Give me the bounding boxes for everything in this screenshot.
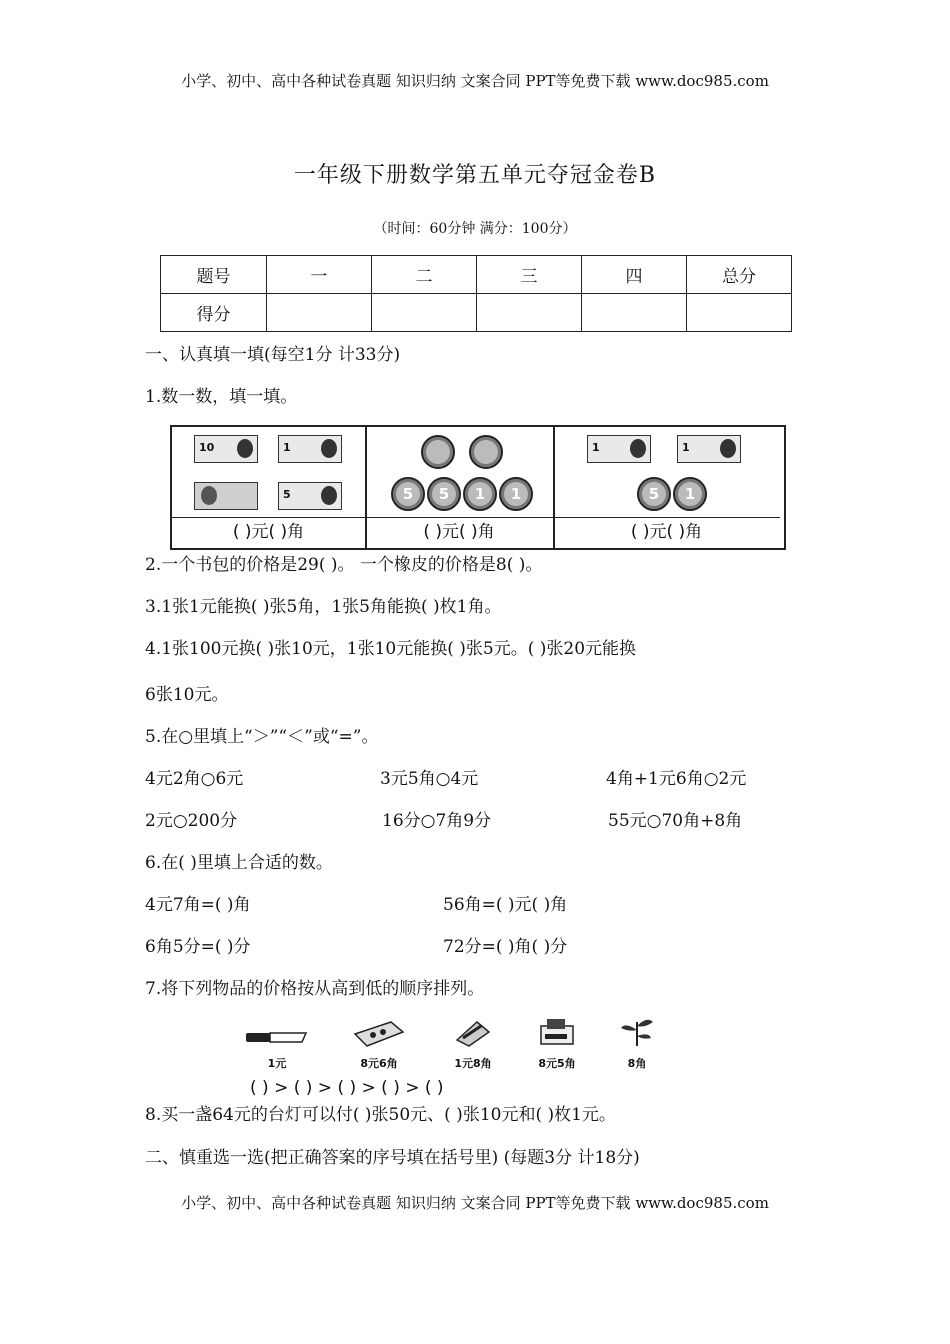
- price-label: 1元8角: [454, 1057, 492, 1070]
- score-table-header-row: [161, 256, 792, 294]
- table-cell: 得分: [161, 294, 267, 332]
- price-label: 1元: [267, 1057, 287, 1070]
- coin-image: 5: [637, 477, 671, 511]
- question-6: 6.在( )里填上合适的数。: [145, 853, 333, 873]
- compare-item: 4角+1元6角○2元: [606, 769, 747, 789]
- question-4: 4.1张100元换( )张10元，1张10元能换( )张5元。( )张20元能换: [145, 639, 637, 659]
- banknote-image: 1: [278, 435, 342, 463]
- order-answer-line[interactable]: ( ) > ( ) > ( ) > ( ) > ( ): [250, 1078, 444, 1098]
- money-answer-1[interactable]: ( )元( )角: [172, 517, 365, 548]
- fill-item: 6角5分=( )分: [145, 937, 251, 957]
- fill-item: 56角=( )元( )角: [443, 895, 568, 915]
- compare-item: 2元○200分: [145, 811, 238, 831]
- score-input-cell[interactable]: [477, 294, 582, 332]
- toy-box-icon: [535, 1016, 579, 1048]
- score-input-cell[interactable]: [687, 294, 792, 332]
- coin-image: 1: [499, 477, 533, 511]
- item-toy-car: [520, 1016, 594, 1071]
- question-4-continued: 6张10元。: [145, 685, 229, 705]
- compare-item: 3元5角○4元: [380, 769, 479, 789]
- coin-image: 5: [391, 477, 425, 511]
- compare-item: 16分○7角9分: [382, 811, 492, 831]
- score-table: [160, 255, 792, 332]
- section-heading: 二、慎重选一选(把正确答案的序号填在括号里) (每题3分 计18分): [145, 1148, 640, 1168]
- item-pencil-case: [342, 1020, 416, 1071]
- question-2: 2.一个书包的价格是29( )。 一个橡皮的价格是8( )。: [145, 555, 543, 575]
- table-cell: 一: [267, 256, 372, 294]
- banknote-image: 1: [677, 435, 741, 463]
- item-knife: [240, 1026, 314, 1071]
- price-label: 8元6角: [360, 1057, 398, 1070]
- item-plant: [600, 1014, 674, 1071]
- pencil-case-icon: [351, 1020, 407, 1048]
- fill-item: 72分=( )角( )分: [443, 937, 568, 957]
- score-table-score-row: [161, 294, 792, 332]
- coin-image: 1: [463, 477, 497, 511]
- money-figure: [170, 425, 786, 550]
- table-cell: 总分: [687, 256, 792, 294]
- table-cell: 题号: [161, 256, 267, 294]
- money-group-3: [553, 427, 780, 548]
- knife-icon: [244, 1026, 310, 1048]
- page-title: 一年级下册数学第五单元夺冠金卷B: [293, 163, 657, 188]
- coin-image: [421, 435, 455, 469]
- sharpener-icon: [451, 1018, 495, 1048]
- question-5: 5.在○里填上“＞”“＜”或“=”。: [145, 727, 379, 747]
- question-3: 3.1张1元能换( )张5角，1张5角能换( )枚1角。: [145, 597, 502, 617]
- compare-item: 4元2角○6元: [145, 769, 244, 789]
- page-header: 小学、初中、高中各种试卷真题 知识归纳 文案合同 PPT等免费下载 www.doc985.com: [181, 72, 769, 90]
- money-answer-2[interactable]: ( )元( )角: [365, 517, 553, 548]
- exam-info: （时间：60分钟 满分：100分）: [373, 221, 577, 237]
- table-cell: 四: [582, 256, 687, 294]
- score-input-cell[interactable]: [582, 294, 687, 332]
- coin-image: 1: [673, 477, 707, 511]
- question-7: 7.将下列物品的价格按从高到低的顺序排列。: [145, 979, 485, 999]
- question-1: 1.数一数，填一填。: [145, 387, 298, 407]
- coin-image: 5: [427, 477, 461, 511]
- banknote-image: 1: [587, 435, 651, 463]
- plant-icon: [617, 1014, 657, 1048]
- money-answer-3[interactable]: ( )元( )角: [553, 517, 780, 548]
- item-sharpener: [436, 1018, 510, 1071]
- banknote-image: 5: [278, 482, 342, 510]
- table-cell: 二: [372, 256, 477, 294]
- page-footer: 小学、初中、高中各种试卷真题 知识归纳 文案合同 PPT等免费下载 www.doc985.com: [181, 1194, 769, 1212]
- banknote-image: 10: [194, 435, 258, 463]
- banknote-image: [194, 482, 258, 510]
- price-label: 8角: [627, 1057, 647, 1070]
- price-label: 8元5角: [538, 1057, 576, 1070]
- compare-item: 55元○70角+8角: [608, 811, 743, 831]
- score-input-cell[interactable]: [267, 294, 372, 332]
- fill-item: 4元7角=( )角: [145, 895, 251, 915]
- money-group-2: [365, 427, 555, 548]
- money-group-1: [172, 427, 367, 548]
- question-8: 8.买一盏64元的台灯可以付( )张50元、( )张10元和( )枚1元。: [145, 1105, 616, 1125]
- coin-image: [469, 435, 503, 469]
- section-heading: 一、认真填一填(每空1分 计33分): [145, 345, 401, 365]
- score-input-cell[interactable]: [372, 294, 477, 332]
- table-cell: 三: [477, 256, 582, 294]
